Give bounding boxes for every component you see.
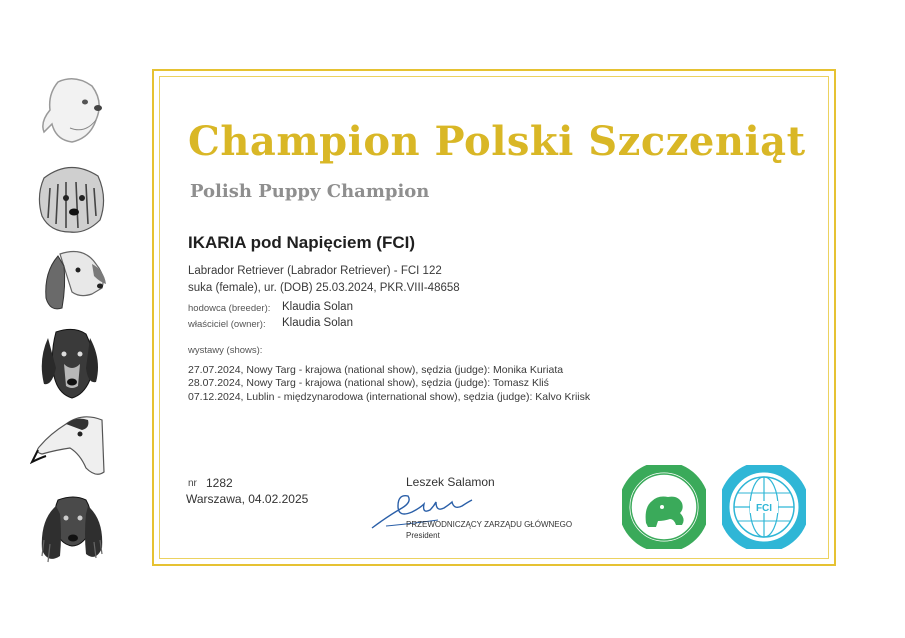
signatory-role-english: President (406, 531, 440, 540)
sex-dob-line: suka (female), ur. (DOB) 25.03.2024, PKR.VIII-48658 (188, 282, 460, 294)
owner-value: Klaudia Solan (282, 317, 353, 329)
greyhound-head-icon (30, 406, 112, 484)
breeder-label: hodowca (breeder): (188, 303, 271, 314)
certificate-subtitle: Polish Puppy Champion (190, 181, 430, 202)
place-and-date: Warszawa, 04.02.2025 (186, 492, 309, 506)
show-entry: 27.07.2024, Nowy Targ - krajowa (national show), sędzia (judge): Monika Kuriata (188, 364, 564, 376)
signatory-role-polish: PRZEWODNICZĄCY ZARZĄDU GŁÓWNEGO (406, 520, 573, 529)
zkwp-logo (622, 465, 706, 549)
certificate-title: Champion Polski Szczeniąt (188, 118, 806, 165)
shows-label: wystawy (shows): (188, 345, 263, 356)
spaniel-head-icon (30, 490, 112, 568)
fci-abbreviation: FCI (755, 503, 773, 514)
dog-name: IKARIA pod Napięciem (FCI) (188, 233, 415, 252)
certificate-number: 1282 (206, 476, 233, 490)
setter-head-icon (30, 242, 112, 320)
fci-logo (722, 465, 806, 549)
hound-head-icon (30, 324, 112, 402)
owner-label: właściciel (owner): (188, 319, 266, 330)
signatory-name: Leszek Salamon (406, 475, 495, 489)
show-entry: 07.12.2024, Lublin - międzynarodowa (international show), sędzia (judge): Kalvo Kriisk (188, 391, 591, 403)
dog-illustration-strip (30, 72, 112, 572)
bearded-collie-head-icon (30, 158, 112, 236)
breed-line: Labrador Retriever (Labrador Retriever) - FCI 122 (188, 265, 442, 277)
breeder-value: Klaudia Solan (282, 301, 353, 313)
number-label: nr (188, 478, 197, 489)
show-entry: 28.07.2024, Nowy Targ - krajowa (national show), sędzia (judge): Tomasz Kliś (188, 377, 549, 389)
golden-retriever-head-icon (30, 72, 112, 150)
